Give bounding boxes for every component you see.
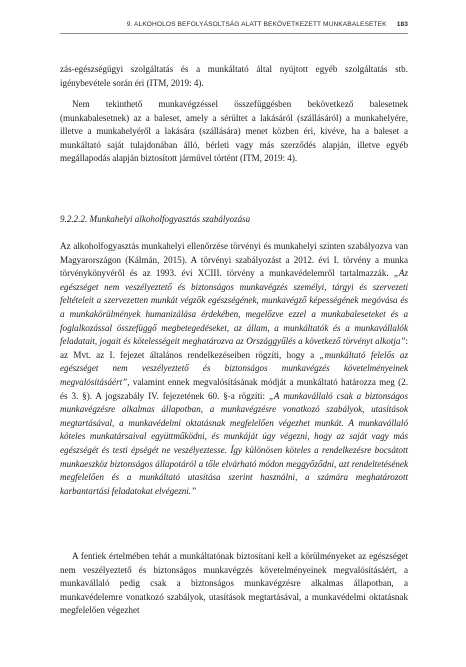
paragraph-legal-regulation	[60, 240, 408, 498]
text-segment: Az alkoholfogyasztás munkahelyi ellenőrzése törvényi és munkahelyi szinten szabályozva van Magyarországon (Kálmán, 2015). A törvényi szabályozást a 2012. évi I. törvény a munka törvénykönyvéről és az 1993. évi XCIII. törvény a munkavédelemről tartalmazzák.	[60, 241, 408, 279]
chapter-title: 9. ALKOHOLOS BEFOLYÁSOLTSÁG ALATT BEKÖVETKEZETT MUNKABALESETEK	[126, 20, 387, 28]
text-segment: , valamint ennek megvalósításának módját a munkáltató határozza meg (2. és 3. §). A jogszabály IV. fejezetének 60. §-a rögzíti:	[60, 376, 408, 401]
law-quotation: „munkáltató felelős az egészséget nem veszélyeztető és biztonságos munkavégzés követelményeinek megvalósításáért”	[60, 349, 408, 387]
law-quotation: „A munkavállaló csak a biztonságos munkavégzésre alkalmas állapotban, a munkavégzésre vonatkozó szabályok, utasítások megtartásával, a munkavédelmi oktatásnak megfelelően végezhet munkát. A munkavállaló köteles munkatársaival együttműködni, és munkáját úgy végezni, hogy az saját vagy más egészségét és testi épségét ne veszélyeztesse. Így különösen köteles a rendelkezésre bocsátott munkaeszköz biztonságos állapotáról a tőle elvárható módon meggyőződni, azt rendeltetésének megfelelően és a munkáltató utasítása szerint használni, a számára meghatározott karbantartási feladatokat elvégezni.”	[60, 390, 408, 496]
section-heading: 9.2.2.2. Munkahelyi alkoholfogyasztás szabályozása	[60, 214, 251, 224]
paragraph-continued: zás-egészségügyi szolgáltatás és a munkáltató által nyújtott egyéb szolgáltatás stb. igénybevétele során éri (ITM, 2019: 4).	[60, 64, 408, 88]
law-quotation: „Az egészséget nem veszélyeztető és biztonságos munkavégzés személyi, tárgyi és szervezeti feltételeit a szervezetten munkát végzők egészségének, munkavégző képességének megóvása és a munkakörülmények humanizálása érdekében, megelőzve ezzel a munkabaleseteket és a foglalkozással összefüggő megbetegedéseket, az állam, a munkáltatók és a munkavállalók feladatait, jogait és kötelességeit meghatározva az Országgyűlés a következő törvényt alkotja”	[60, 268, 408, 347]
text-segment: : az Mvt. az I. fejezet általános rendelkezéseiben rögzíti, hogy a	[60, 336, 408, 360]
page-number: 183	[396, 20, 408, 28]
paragraph-commuting-accidents: Nem tekinthető munkavégzéssel összefüggésben bekövetkező balesetnek (munkabalesetnek) az a baleset, amely a sérültet a lakásáról (szállásáról) a munkahelyére, illetve a munkahelyéről a lakására (szállására) menet közben éri, kivéve, ha a baleset a munkáltató saját tulajdonában álló, bérleti vagy más szerződés alapján, illetve egyéb megállapodás alapján biztosított járművel történt (ITM, 2019: 4).	[60, 99, 408, 164]
running-header	[60, 15, 408, 34]
paragraph-conclusion: A fentiek értelmében tehát a munkáltatónak biztosítani kell a körülményeket az egészséget nem veszélyeztető és biztonságos munkavégzés követelményeinek megvalósításáért, a munkavállaló pedig csak a biztonságos munkavégzésre alkalmas állapotban, a munkavédelemre vonatkozó szabályok, utasítások megtartásával, a munkavédelmi oktatásnak megfelelően végezhet	[60, 551, 408, 616]
